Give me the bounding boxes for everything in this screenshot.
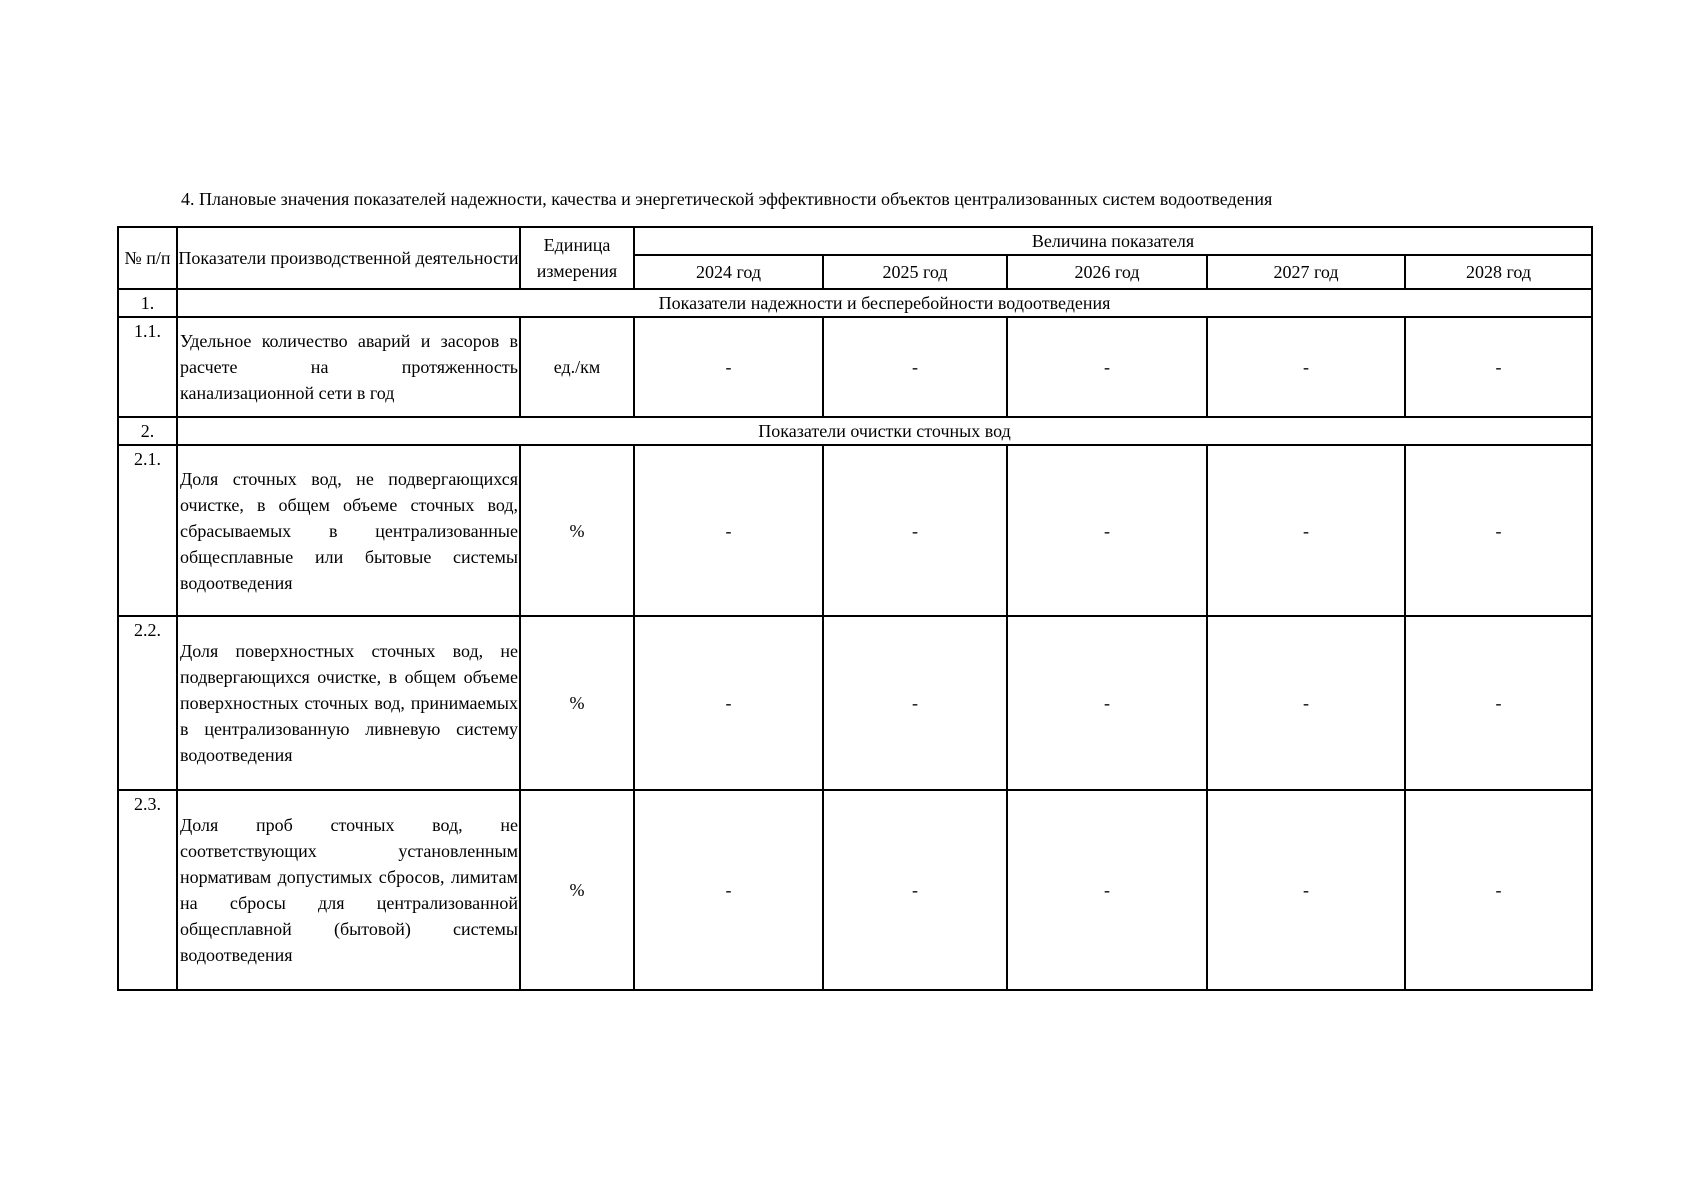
row-num: 1.1. [118,317,177,417]
row-value-2026: - [1007,790,1207,990]
row-value-2024: - [634,790,823,990]
row-value-2028: - [1405,317,1592,417]
table-row [118,445,1592,616]
row-value-2026: - [1007,616,1207,790]
section-title: Показатели надежности и бесперебойности водоотведения [177,289,1592,317]
section-title: Показатели очистки сточных вод [177,417,1592,445]
header-year-2024: 2024 год [634,255,823,289]
header-value-group: Величина показателя [634,227,1592,255]
row-unit: % [520,790,634,990]
row-value-2025: - [823,445,1007,616]
row-num: 2.2. [118,616,177,790]
row-description: Удельное количество аварий и засоров в расчете на протяженность канализационной сети в год [177,317,520,417]
header-indicators: Показатели производственной деятельности [177,227,520,289]
document-title: 4. Плановые значения показателей надежности, качества и энергетической эффективности объектов централизованных систем водоотведения [181,189,1273,209]
row-value-2025: - [823,616,1007,790]
section-num: 1. [118,289,177,317]
header-unit: Единица измерения [520,227,634,289]
row-value-2024: - [634,616,823,790]
row-value-2025: - [823,317,1007,417]
table-row [118,616,1592,790]
row-unit: % [520,616,634,790]
row-value-2024: - [634,445,823,616]
row-unit: ед./км [520,317,634,417]
header-year-2028: 2028 год [1405,255,1592,289]
row-value-2028: - [1405,616,1592,790]
header-row-1 [118,227,1592,255]
table-row [118,317,1592,417]
header-year-2026: 2026 год [1007,255,1207,289]
row-value-2027: - [1207,317,1405,417]
header-year-2027: 2027 год [1207,255,1405,289]
row-unit: % [520,445,634,616]
row-value-2027: - [1207,616,1405,790]
row-num: 2.1. [118,445,177,616]
row-value-2027: - [1207,790,1405,990]
row-description: Доля проб сточных вод, не соответствующих установленным нормативам допустимых сбросов, лимитам на сбросы для централизованной общесплавной (бытовой) системы водоотведения [177,790,520,990]
indicators-table [117,226,1593,991]
row-value-2027: - [1207,445,1405,616]
table-row [118,790,1592,990]
row-description: Доля сточных вод, не подвергающихся очистке, в общем объеме сточных вод, сбрасываемых в централизованные общесплавные или бытовые системы водоотведения [177,445,520,616]
row-value-2026: - [1007,445,1207,616]
header-year-2025: 2025 год [823,255,1007,289]
row-value-2026: - [1007,317,1207,417]
row-value-2025: - [823,790,1007,990]
section-row [118,289,1592,317]
row-value-2024: - [634,317,823,417]
section-num: 2. [118,417,177,445]
header-num: № п/п [118,227,177,289]
section-row [118,417,1592,445]
row-description: Доля поверхностных сточных вод, не подвергающихся очистке, в общем объеме поверхностных сточных вод, принимаемых в централизованную ливневую систему водоотведения [177,616,520,790]
row-value-2028: - [1405,445,1592,616]
row-value-2028: - [1405,790,1592,990]
row-num: 2.3. [118,790,177,990]
